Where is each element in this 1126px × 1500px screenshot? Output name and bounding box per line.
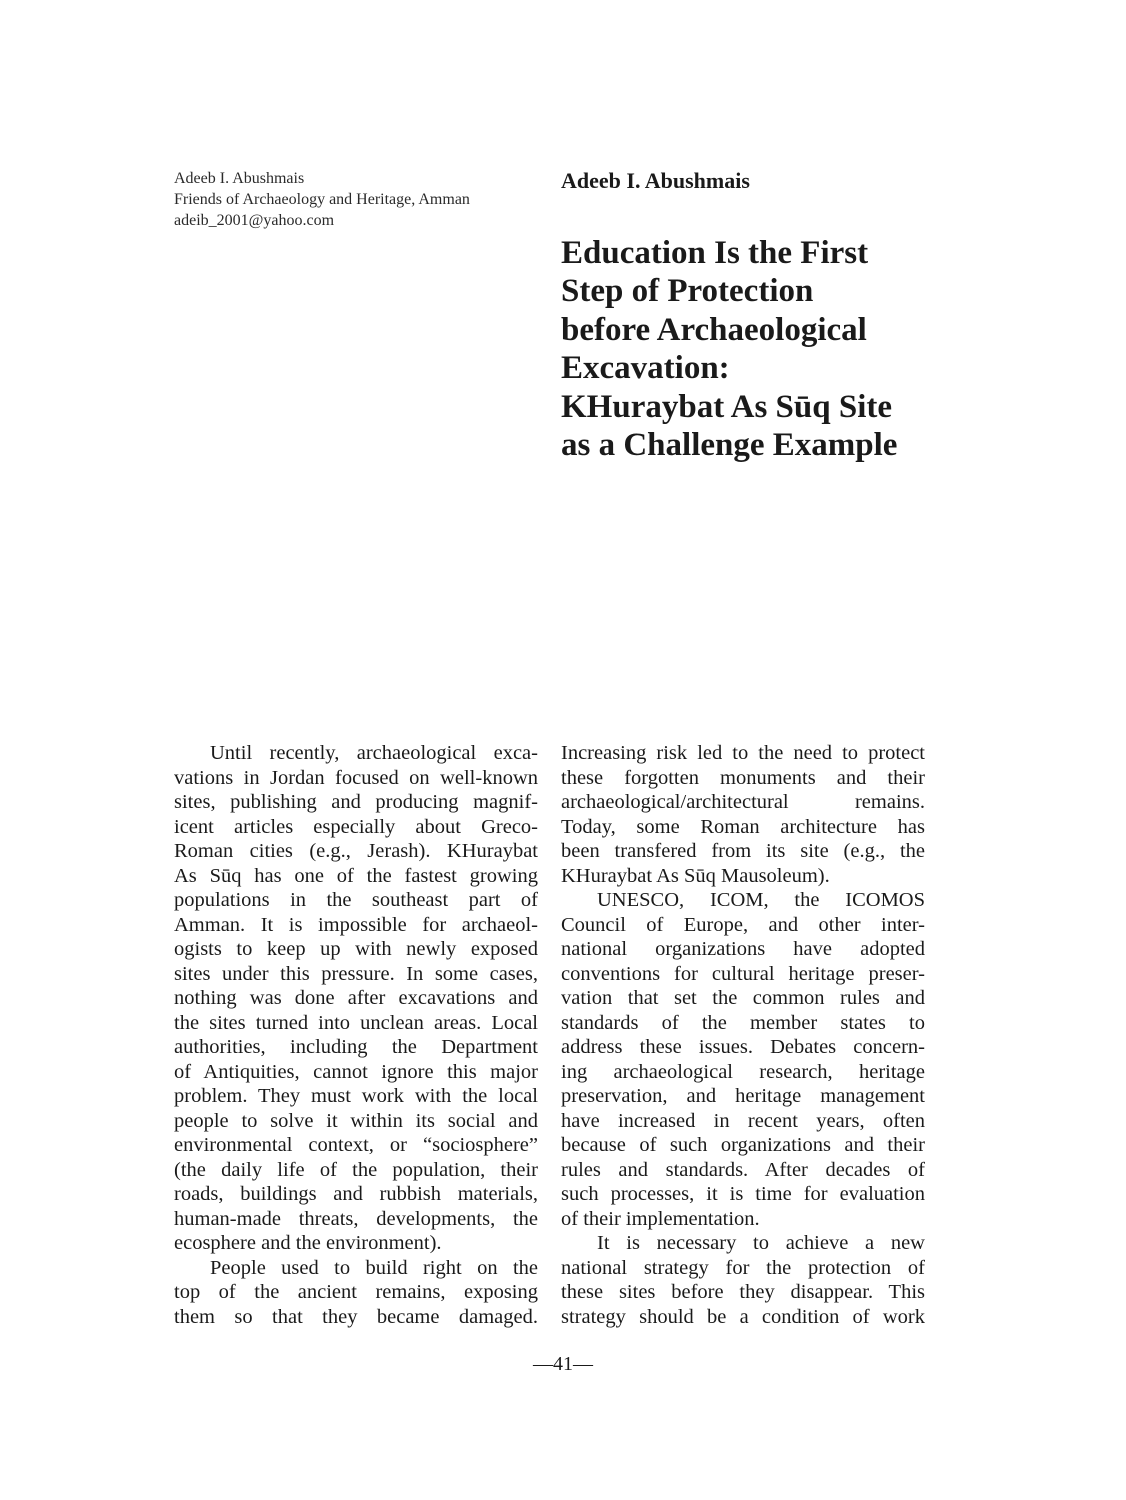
- body-text-line: KHuraybat As Sūq Mausoleum).: [561, 864, 830, 887]
- body-text-line: national strategy for the protection of: [561, 1256, 925, 1279]
- body-text-line: address these issues. Debates concern-: [561, 1036, 925, 1058]
- body-text-line: sites, publishing and producing magnif-: [174, 791, 538, 813]
- body-text-line: Today, some Roman architecture has: [561, 815, 925, 838]
- body-text-line: icent articles especially about Greco-: [174, 815, 538, 838]
- body-text-line: because of such organizations and their: [561, 1134, 925, 1156]
- body-text-line: national organizations have adopted: [561, 938, 925, 960]
- author-affiliation-block: [174, 168, 544, 231]
- body-text-line: Until recently, archaeological exca-: [210, 742, 538, 764]
- title-line: as a Challenge Example: [561, 427, 898, 464]
- body-text-line: nothing was done after excavations and: [174, 987, 538, 1009]
- body-text-line: Roman cities (e.g., Jerash). KHuraybat: [174, 840, 538, 862]
- body-column-left: [174, 741, 538, 1329]
- body-text-line: sites under this pressure. In some cases,: [174, 962, 538, 985]
- body-text-line: such processes, it is time for evaluation: [561, 1183, 925, 1205]
- title-line: KHuraybat As Sūq Site: [561, 388, 892, 425]
- title-line: Excavation:: [561, 350, 730, 387]
- body-text-line: UNESCO, ICOM, the ICOMOS: [597, 889, 925, 911]
- body-text-line: people to solve it within its social and: [174, 1109, 538, 1132]
- body-text-line: preservation, and heritage management: [561, 1085, 925, 1107]
- body-column-right: [561, 741, 925, 1329]
- page-number: —41—: [533, 1353, 593, 1375]
- body-text-line: conventions for cultural heritage preser-: [561, 962, 925, 985]
- body-text-line: vations in Jordan focused on well-known: [174, 766, 538, 789]
- body-text-line: roads, buildings and rubbish materials,: [174, 1183, 538, 1205]
- title-line: Step of Protection: [561, 273, 814, 310]
- body-text-line: Increasing risk led to the need to protect: [561, 742, 925, 764]
- body-text-line: human-made threats, developments, the: [174, 1207, 538, 1230]
- body-text-line: vation that set the common rules and: [561, 987, 925, 1009]
- body-text-line: standards of the member states to: [561, 1011, 925, 1034]
- body-text-line: of Antiquities, cannot ignore this major: [174, 1060, 538, 1083]
- title-line: before Archaeological: [561, 311, 867, 348]
- body-text-line: authorities, including the Department: [174, 1036, 538, 1058]
- body-text-line: of their implementation.: [561, 1207, 760, 1230]
- title-line: Education Is the First: [561, 235, 869, 271]
- body-text-line: rules and standards. After decades of: [561, 1158, 925, 1181]
- body-text-line: them so that they became damaged.: [174, 1305, 538, 1328]
- body-text-line: ecosphere and the environment).: [174, 1232, 442, 1254]
- body-text-line: Amman. It is impossible for archaeol-: [174, 913, 538, 936]
- body-text-line: It is necessary to achieve a new: [597, 1232, 925, 1254]
- body-text-line: environmental context, or “sociosphere”: [174, 1134, 538, 1156]
- body-text-line: have increased in recent years, often: [561, 1109, 925, 1132]
- body-text-line: (the daily life of the population, their: [174, 1158, 538, 1181]
- body-text-line: these forgotten monuments and their: [561, 766, 925, 789]
- body-text-line: ing archaeological research, heritage: [561, 1060, 925, 1083]
- paper-title: [561, 234, 981, 464]
- body-text-line: People used to build right on the: [210, 1256, 538, 1279]
- affiliation-author-name: Adeeb I. Abushmais: [174, 170, 305, 187]
- body-text-line: populations in the southeast part of: [174, 889, 538, 911]
- author-heading: Adeeb I. Abushmais: [561, 168, 750, 193]
- body-text-line: problem. They must work with the local: [174, 1085, 538, 1107]
- body-text-line: these sites before they disappear. This: [561, 1281, 925, 1303]
- body-text-line: ogists to keep up with newly exposed: [174, 938, 538, 960]
- body-text-line: the sites turned into unclean areas. Local: [174, 1011, 538, 1034]
- body-text-line: strategy should be a condition of work: [561, 1305, 925, 1328]
- body-text-line: top of the ancient remains, exposing: [174, 1281, 538, 1303]
- body-text-line: Council of Europe, and other inter-: [561, 913, 925, 936]
- affiliation-email: adeib_2001@yahoo.com: [174, 212, 335, 229]
- body-text-line: been transfered from its site (e.g., the: [561, 840, 925, 862]
- affiliation-institution: Friends of Archaeology and Heritage, Amman: [174, 191, 470, 208]
- body-text-line: archaeological/architectural remains.: [561, 791, 925, 813]
- body-text-line: As Sūq has one of the fastest growing: [174, 864, 538, 887]
